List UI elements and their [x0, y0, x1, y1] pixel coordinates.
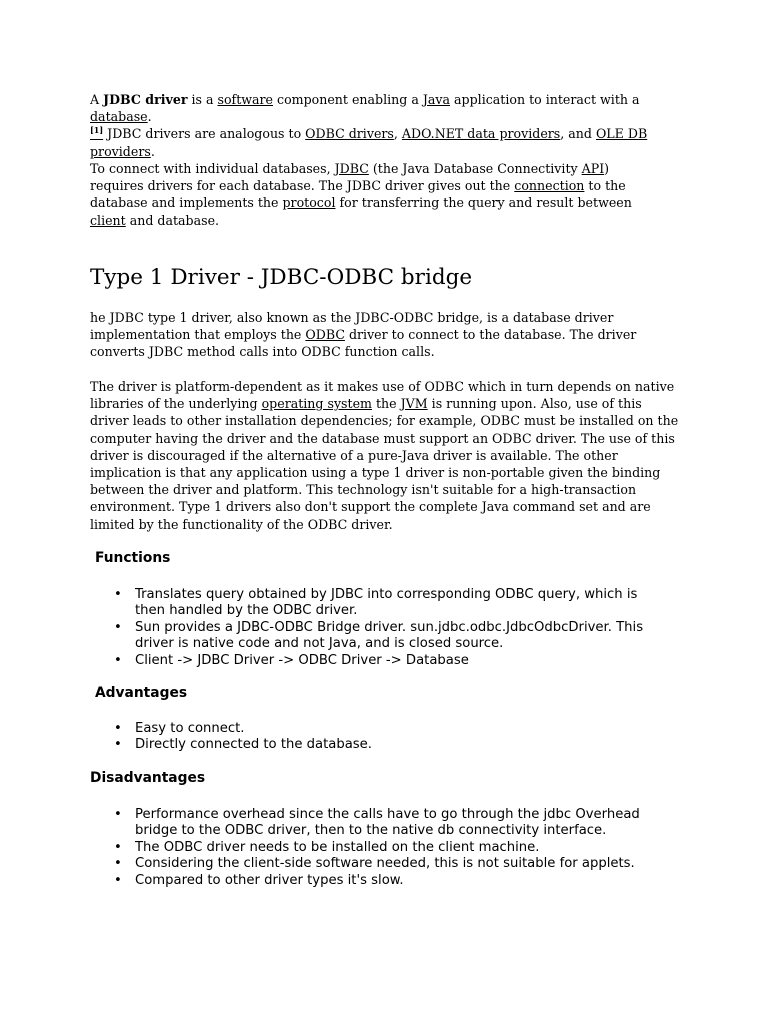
list-item: • Performance overhead since the calls have to go through the jdbc Overhead bridge to the ODBC driver, then to the native db connectivity interface.	[114, 807, 640, 839]
link-database[interactable]: database	[90, 109, 148, 125]
link-operating-system[interactable]: operating system	[261, 396, 372, 412]
link-connection[interactable]: connection	[514, 178, 585, 194]
section-paragraph-1: he JDBC type 1 driver, also known as the JDBC-ODBC bridge, is a database driver implementation that employs the ODBC driver to connect to the database. The driver converts JDBC method calls into ODBC function calls.	[90, 310, 637, 360]
link-odbc[interactable]: ODBC	[305, 327, 345, 343]
link-odbc-drivers[interactable]: ODBC drivers	[305, 126, 394, 142]
link-jvm[interactable]: JVM	[400, 396, 428, 412]
bullet-icon: •	[114, 587, 122, 602]
list-item: • The ODBC driver needs to be installed on the client machine.	[114, 839, 540, 855]
advantages-heading: Advantages	[95, 685, 188, 701]
link-jdbc[interactable]: JDBC	[334, 161, 369, 176]
list-item: • Directly connected to the database.	[114, 737, 372, 753]
link-protocol[interactable]: protocol	[282, 195, 336, 211]
bullet-icon: •	[114, 652, 122, 668]
link-client[interactable]: client	[90, 212, 126, 228]
bullet-icon: •	[114, 839, 122, 855]
functions-heading: Functions	[95, 550, 171, 566]
bullet-icon: •	[114, 619, 122, 635]
term-jdbc-driver: JDBC driver	[103, 92, 188, 107]
bullet-icon: •	[114, 807, 122, 822]
link-api[interactable]: API	[581, 161, 605, 176]
list-item: • Sun provides a JDBC-ODBC Bridge driver. sun.jdbc.odbc.JdbcOdbcDriver. This driver is native code and not Java, and is closed source.	[114, 619, 644, 652]
citation-link[interactable]: [1]	[90, 125, 104, 136]
section-paragraph-2: The driver is platform-dependent as it makes use of ODBC which in turn depends on native libraries of the underlying operating system the JVM is running upon. Also, use of this driver leads to other installation dependencies; for example, ODBC must be installed on the computer having the driver and the database must support an ODBC driver. The use of this driver is discouraged if the alternative of a pure-Java driver is available. The other implication is that any application using a type 1 driver is non-portable given the binding between the driver and platform. This technology isn't suitable for a high-transaction environment. Type 1 drivers also don't support the complete Java command set and are limited by the functionality of the ODBC driver.	[90, 379, 679, 532]
bullet-icon: •	[114, 721, 122, 736]
bullet-icon: •	[114, 872, 122, 888]
disadvantages-list	[90, 807, 680, 889]
list-item: • Translates query obtained by JDBC into corresponding ODBC query, which is then handled by the ODBC driver.	[114, 587, 638, 619]
list-item: • Considering the client-side software needed, this is not suitable for applets.	[114, 856, 635, 872]
functions-list	[90, 587, 670, 669]
list-item: • Client -> JDBC Driver -> ODBC Driver -> Database	[114, 652, 469, 668]
bullet-icon: •	[114, 856, 122, 872]
list-item: • Compared to other driver types it's slow.	[114, 872, 404, 888]
intro-paragraph-1: A JDBC driver is a software component enabling a Java application to interact with a database. [1] JDBC drivers are analogous to ODBC drivers, ADO.NET data providers, and OLE DB providers.	[90, 92, 648, 159]
advantages-list	[90, 721, 690, 754]
disadvantages-heading: Disadvantages	[90, 770, 206, 786]
link-software[interactable]: software	[217, 92, 274, 107]
section-heading: Type 1 Driver - JDBC-ODBC bridge	[90, 265, 473, 290]
link-java[interactable]: Java	[422, 92, 451, 107]
bullet-icon: •	[114, 737, 122, 753]
link-ole-db[interactable]: OLE DB providers	[90, 126, 648, 159]
link-ado-net[interactable]: ADO.NET data providers	[401, 126, 561, 142]
list-item: • Easy to connect.	[114, 721, 245, 736]
intro-paragraph-2: To connect with individual databases, JDBC (the Java Database Connectivity API) requires drivers for each database. The JDBC driver gives out the connection to the database and implements the protocol for transferring the query and result between client and database.	[90, 161, 632, 228]
